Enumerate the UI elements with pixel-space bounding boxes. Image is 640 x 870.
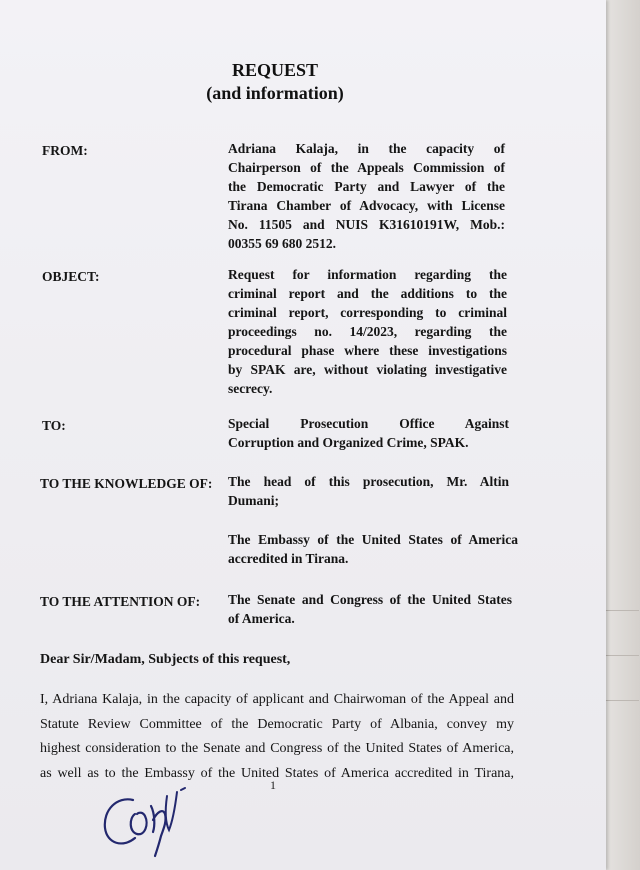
knowledge-label: TO THE KNOWLEDGE OF: <box>40 476 213 491</box>
body-line: Statute Review Committee of the Democratic Party of Albania, convey my <box>40 716 514 732</box>
to-line: Corruption and Organized Crime, SPAK. <box>228 435 469 450</box>
attention-label: TO THE ATTENTION OF: <box>40 594 201 609</box>
page-number: 1 <box>270 778 276 792</box>
page-edge-line <box>603 610 639 611</box>
knowledge-line: accredited in Tirana. <box>228 551 349 566</box>
object-label: OBJECT: <box>42 269 100 284</box>
from-text <box>228 139 505 253</box>
page-edge-line <box>603 655 639 656</box>
from-line: Adriana Kalaja, in the capacity of <box>228 141 505 156</box>
attention-text <box>228 590 512 628</box>
from-label: FROM: <box>42 143 88 158</box>
to-text <box>228 414 509 452</box>
salutation: Dear Sir/Madam, Subjects of this request, <box>40 652 291 667</box>
document-subtitle: (and information) <box>206 83 344 103</box>
object-text <box>228 265 507 398</box>
to-line: Special Prosecution Office Against <box>228 416 509 431</box>
knowledge-line: The Embassy of the United States of America <box>228 532 518 547</box>
object-line: Request for information regarding the <box>228 267 507 282</box>
from-line: No. 11505 and NUIS K31610191W, Mob.: <box>228 217 505 232</box>
from-line: Tirana Chamber of Advocacy, with License <box>228 198 505 213</box>
object-line: proceedings no. 14/2023, regarding the <box>228 324 507 339</box>
document-title: REQUEST <box>231 60 319 80</box>
knowledge-line: The head of this prosecution, Mr. Altin <box>228 474 509 489</box>
signature-mark <box>95 770 215 860</box>
from-line: Chairperson of the Appeals Commission of <box>228 160 505 175</box>
object-line: procedural phase where these investigations <box>228 343 507 358</box>
body-line: highest consideration to the Senate and Congress of the United States of America, <box>40 741 514 756</box>
from-line: 00355 69 680 2512. <box>228 236 336 251</box>
knowledge-line: Dumani; <box>228 493 280 508</box>
to-label: TO: <box>42 418 66 433</box>
body-line: as well as to the Embassy of the United States of America accredited in Tirana, <box>40 765 514 781</box>
knowledge-embassy-text <box>228 530 518 568</box>
body-line: I, Adriana Kalaja, in the capacity of applicant and Chairwoman of the Appeal and <box>40 692 514 707</box>
object-line: secrecy. <box>228 381 273 396</box>
page-edge-line <box>603 700 639 701</box>
object-line: criminal report and the additions to the <box>228 286 507 301</box>
attention-line: The Senate and Congress of the United States <box>228 592 512 607</box>
object-line: criminal report, corresponding to criminal <box>228 305 507 320</box>
attention-line: of America. <box>228 611 295 626</box>
from-line: the Democratic Party and Lawyer of the <box>228 179 505 194</box>
knowledge-head-text <box>228 472 509 510</box>
object-line: by SPAK are, without violating investigative <box>228 362 507 377</box>
